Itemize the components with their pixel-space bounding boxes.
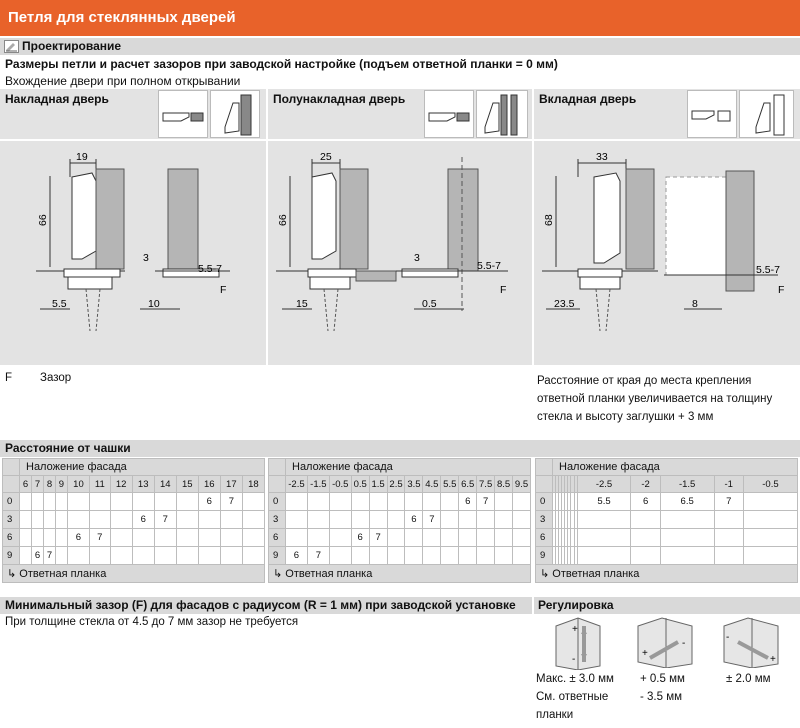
overlay-note: Вхождение двери при полном открывании (5, 74, 241, 88)
table-header-row: -2.5 -2 -1.5 -1 -0.5 (536, 476, 798, 493)
inset-note (537, 372, 772, 426)
adjust-bar (534, 597, 800, 614)
hinge-drawing (0, 141, 266, 365)
plus-sign: + (572, 624, 578, 635)
dim-gap: 3 (143, 252, 149, 264)
distance-section-bar (0, 440, 800, 457)
table-row: 9 6 7 (3, 547, 265, 565)
dim-f: F (220, 284, 227, 296)
table-footer: ↳ Ответная планка (3, 565, 265, 583)
dim-left: 23.5 (554, 298, 575, 310)
minus-sign: - (682, 638, 686, 649)
hinge-open-thumbnail (739, 90, 794, 138)
dim-f: F (778, 284, 785, 296)
table-row: 6 (536, 529, 798, 547)
dim-right: 10 (148, 298, 160, 310)
dim-left: 5.5 (52, 298, 67, 310)
plus-sign: + (770, 654, 776, 665)
door-label: Полунакладная дверь (273, 92, 406, 106)
title-bar (0, 0, 800, 36)
hinge-closed-thumbnail (687, 90, 737, 138)
dim-height: 66 (277, 214, 289, 226)
dim-right: 8 (692, 298, 698, 310)
table-row: 9 6 7 (269, 547, 531, 565)
door-label: Накладная дверь (5, 92, 109, 106)
table-header-row: -2.5 -1.5 -0.5 0.5 1.5 2.5 3.5 4.5 5.5 6.5 7.5 8.5 9.5 (269, 476, 531, 493)
table-header-row: 6 7 8 9 10 11 12 13 14 15 16 17 18 (3, 476, 265, 493)
table-row: 6 6 7 (3, 529, 265, 547)
table-caption: Наложение фасада (553, 459, 798, 476)
dim-f: F (500, 284, 507, 296)
table-caption: Наложение фасада (286, 459, 531, 476)
dim-top: 25 (320, 151, 332, 163)
minus-sign: - (726, 632, 730, 643)
design-section-bar (0, 38, 800, 55)
inset-note-line: Расстояние от края до места крепления (537, 375, 752, 387)
drawing-inset (534, 141, 800, 365)
min-gap-bar (0, 597, 532, 614)
dim-range: 5.5-7 (477, 260, 501, 272)
dim-left: 15 (296, 298, 308, 310)
dim-range: 5.5-7 (198, 263, 222, 275)
inset-note-line: ответной планки увеличивается на толщину (537, 393, 773, 405)
corner-arrow-icon: ↳ (7, 568, 17, 580)
adjust-side-icon (722, 616, 780, 668)
adjust-title: Регулировка (538, 598, 614, 612)
distance-section-title: Расстояние от чашки (5, 441, 131, 455)
adjust-side-text: ± 2.0 мм (726, 673, 771, 685)
hinge-closed-thumbnail (158, 90, 208, 138)
dim-range: 5.5-7 (756, 264, 780, 276)
hinge-open-thumbnail (476, 90, 528, 138)
dim-height: 68 (543, 214, 555, 226)
min-gap-text: При толщине стекла от 4.5 до 7 мм зазор не требуется (5, 616, 299, 628)
hinge-drawing (534, 141, 800, 365)
min-gap-title: Минимальный зазор (F) для фасадов с радиусом (R = 1 мм) при заводской установке (5, 598, 516, 612)
subtitle: Размеры петли и расчет зазоров при заводской настройке (подъем ответной планки = 0 мм) (5, 57, 558, 71)
drawing-half (268, 141, 532, 365)
legend-symbol: F (5, 372, 13, 384)
table-footer: ↳ Ответная планка (536, 565, 798, 583)
adjust-depth-icon (636, 616, 694, 668)
drawing-overlay (0, 141, 266, 365)
table-row: 0 6 7 (269, 493, 531, 511)
table-row: 0 5.5 6 6.5 7 (536, 493, 798, 511)
door-panel-half (268, 89, 532, 139)
adjust-height-icon (548, 616, 602, 670)
dim-top: 19 (76, 151, 88, 163)
inset-note-line: стекла и высоту заглушки + 3 мм (537, 411, 714, 423)
dim-top: 33 (596, 151, 608, 163)
corner-arrow-icon: ↳ (540, 568, 550, 580)
table-row: 0 6 7 (3, 493, 265, 511)
hinge-closed-thumbnail (424, 90, 474, 138)
dim-height: 66 (37, 214, 49, 226)
plus-sign: + (642, 648, 648, 659)
table-row: 3 6 7 (3, 511, 265, 529)
table-row: 6 6 7 (269, 529, 531, 547)
distance-table-inset (535, 458, 798, 583)
page-title: Петля для стеклянных дверей (8, 9, 236, 26)
table-row: 9 (536, 547, 798, 565)
door-panel-overlay (0, 89, 266, 139)
corner-arrow-icon: ↳ (273, 568, 283, 580)
table-caption: Наложение фасада (20, 459, 265, 476)
door-label: Вкладная дверь (539, 92, 637, 106)
distance-table-half (268, 458, 531, 583)
dim-right: 0.5 (422, 298, 437, 310)
pencil-ruler-icon (4, 40, 19, 53)
legend-text: Зазор (40, 372, 72, 384)
minus-sign: - (572, 654, 576, 665)
distance-table-overlay (2, 458, 265, 583)
table-footer: ↳ Ответная планка (269, 565, 531, 583)
door-panel-inset (534, 89, 800, 139)
hinge-drawing (268, 141, 532, 365)
adjust-depth-text: + 0.5 мм - 3.5 мм (640, 673, 685, 703)
table-row: 3 6 7 (269, 511, 531, 529)
dim-gap: 3 (414, 252, 420, 264)
hinge-open-thumbnail (210, 90, 260, 138)
adjust-height-text: Макс. ± 3.0 мм См. ответные планки (536, 673, 614, 721)
design-section-title: Проектирование (22, 39, 122, 53)
table-row: 3 (536, 511, 798, 529)
